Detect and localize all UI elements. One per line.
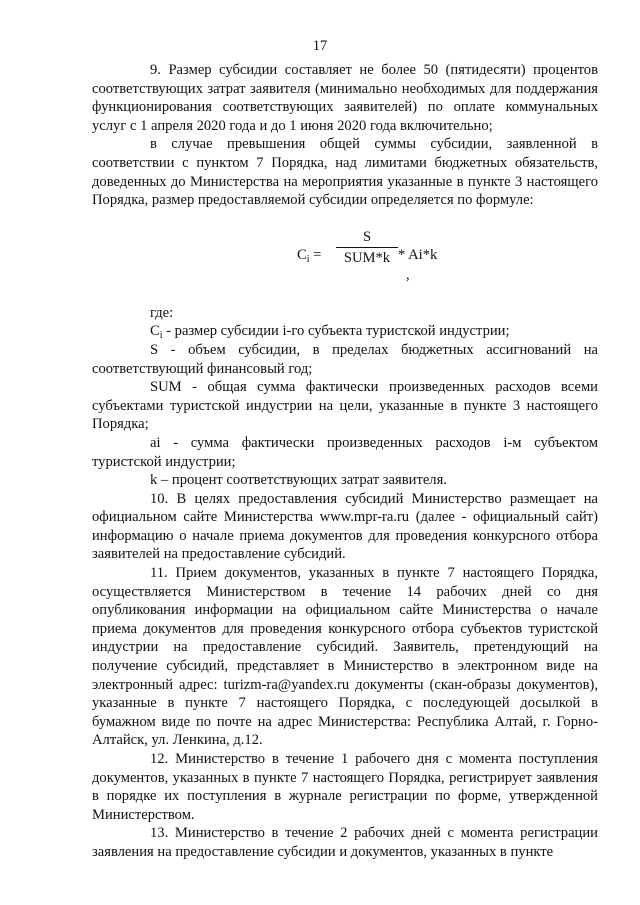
- paragraph-9-continuation: в случае превышения общей суммы субсидии, заявленной в соответствии с пунктом 7 Порядка, над лимитами бюджетных обязательств, доведенных до Министерства на мероприятия указанные в пункте 3 настоящего Порядка, размер предоставляемой субсидии определяется по формуле:: [92, 136, 598, 209]
- formula-fraction: [336, 228, 398, 268]
- definition-ai: ai - сумма фактически произведенных расходов i-м субъектом туристской индустрии;: [92, 434, 598, 470]
- paragraph-13: 13. Министерство в течение 2 рабочих дней с момента регистрации заявления на предоставление субсидии и документов, указанных в пункте: [92, 825, 598, 860]
- formula-numerator: S: [336, 228, 398, 249]
- paragraph-11: 11. Прием документов, указанных в пункте 7 настоящего Порядка, осуществляется Министерством в течение 14 рабочих дней со дня опубликования информации на официальном сайте Министерства о начале приема документов для проведения конкурсного отбора субъектов туристской индустрии на предоставление субсидий. Заявитель, претендующий на получение субсидий, представляет в Министерство в электронном виде на электронный адрес: turizm-ra@yandex.ru документы (скан-образы документов), указанные в пункте 7 настоящего Порядка, с последующей досылкой в бумажном виде по почте на адрес Министерства: Республика Алтай, г. Горно-Алтайск, ул. Ленкина, д.12.: [92, 565, 598, 749]
- formula-lhs: $C_i$ =: [297, 246, 322, 265]
- subsidy-formula: [92, 220, 598, 298]
- definition-k: k – процент соответствующих затрат заявителя.: [150, 472, 447, 489]
- paragraph-9: 9. Размер субсидии составляет не более 50 (пятидесяти) процентов соответствующих затрат заявителя (минимально необходимых для поддержания функционирования соответствующих заявителей) по оплате коммунальных услуг с 1 апреля 2020 года и до 1 июня 2020 года включительно;: [92, 62, 598, 134]
- formula-comma: ,: [406, 266, 410, 283]
- where-label: где:: [150, 304, 174, 321]
- page-number: 17: [312, 38, 328, 54]
- paragraph-12: 12. Министерство в течение 1 рабочего дня с момента поступления документов, указанных в пункте 7 настоящего Порядка, регистрирует заявления в порядке их поступления в журнале регистрации по форме, утвержденной Министерством.: [92, 751, 598, 823]
- definition-s: S - объем субсидии, в пределах бюджетных ассигнований на соответствующий финансовый год;: [92, 341, 598, 377]
- formula-denominator: SUM*k: [343, 250, 391, 267]
- definition-sum: SUM - общая сумма фактически произведенных расходов всеми субъектами туристской индустрии на цели, указанные в пункте 3 настоящего Порядка;: [92, 379, 598, 433]
- paragraph-10: 10. В целях предоставления субсидий Министерство размещает на официальном сайте Министерства www.mpr-ra.ru (далее - официальный сайт) информацию о начале приема документов для проведения конкурсного отбора заявителей на предоставление субсидий.: [92, 490, 598, 563]
- document-body: [92, 61, 598, 862]
- definition-ci: $C_i$ - размер субсидии i-го субъекта туристской индустрии;: [150, 323, 510, 342]
- formula-multiplier: * Ai*k: [398, 246, 438, 263]
